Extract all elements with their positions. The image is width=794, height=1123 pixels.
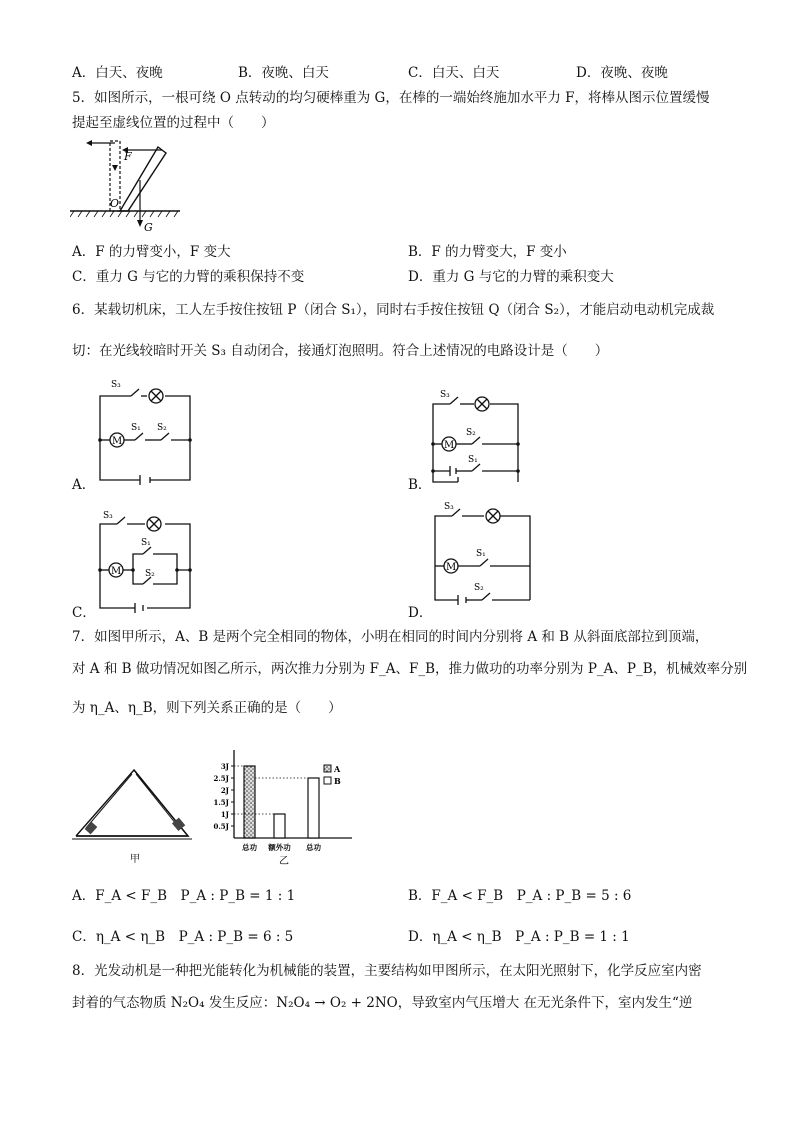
switch-s3-label: S₃: [444, 502, 454, 512]
y-tick-label: 2.5J: [213, 774, 229, 783]
motor-label: M: [446, 562, 457, 573]
q5-option-b: B．F 的力臂变大，F 变小: [408, 244, 567, 260]
switch-s3-label: S₃: [440, 390, 450, 400]
q8-stem-line2: 封着的气态物质 N₂O₄ 发生反应：N₂O₄ → O₂ + 2NO，导致室内气压增大 在无光条件下，室内发生“逆: [72, 995, 693, 1011]
switch-s1-label: S₁: [468, 455, 478, 465]
y-tick-label: 1J: [220, 810, 229, 819]
switch-s1-label: S₁: [131, 423, 141, 433]
q5-lever-figure: [70, 135, 180, 235]
q5-pivot-label: O: [110, 197, 120, 210]
motor-label: M: [111, 566, 122, 577]
y-tick-label: 1.5J: [213, 798, 229, 807]
legend-swatch-B: [324, 777, 331, 784]
bar-B: [274, 814, 285, 838]
bar-A: [244, 766, 255, 838]
y-tick-label: 3J: [220, 762, 229, 771]
q6-option-c: C．: [72, 605, 96, 621]
q7-option-b: B．F_A < F_B P_A : P_B = 5 : 6: [408, 888, 632, 904]
q4-option-b: B．夜晚、白天: [238, 65, 329, 81]
q6-stem-line1: 6．某载切机床，工人左手按住按钮 P（闭合 S₁），同时右手按住按钮 Q（闭合 S₂），才能启动电动机完成裁: [72, 302, 715, 318]
q6-circuit-c: [95, 508, 200, 618]
q7-stem-line2: 对 A 和 B 做功情况如图乙所示，两次推力分别为 F_A、F_B，推力做功的功率分别为 P_A、P_B，机械效率分别: [72, 661, 748, 677]
q5-force-label: F: [124, 150, 132, 163]
q5-option-d: D．重力 G 与它的力臂的乘积变大: [408, 269, 614, 285]
q5-weight-label: G: [144, 221, 153, 234]
q6-circuit-b: [428, 386, 523, 486]
q5-option-c: C．重力 G 与它的力臂的乘积保持不变: [72, 269, 305, 285]
q7-work-bar-chart: [198, 742, 368, 867]
legend-label: B: [334, 776, 341, 786]
y-tick-label: 0.5J: [213, 822, 229, 831]
q8-stem-line1: 8．光发动机是一种把光能转化为机械能的装置，主要结构如甲图所示，在太阳光照射下，化学反应室内密: [72, 963, 702, 979]
motor-label: M: [444, 440, 455, 451]
switch-s2-label: S₂: [474, 583, 484, 593]
switch-s1-label: S₁: [476, 549, 486, 559]
switch-s3-label: S₃: [103, 511, 113, 521]
q5-option-a: A．F 的力臂变小，F 变大: [72, 244, 231, 260]
switch-s2-label: S₂: [145, 569, 155, 579]
legend-label: A: [334, 764, 341, 774]
q7-incline-figure: [72, 748, 197, 868]
y-tick-label: 2J: [220, 786, 229, 795]
q6-option-d: D．: [408, 605, 433, 621]
q4-option-c: C．白天、白天: [408, 65, 500, 81]
q6-option-b: B．: [408, 477, 432, 493]
q7-option-a: A．F_A < F_B P_A : P_B = 1 : 1: [72, 888, 296, 904]
x-tick-label: 总功: [242, 843, 257, 852]
switch-s2-label: S₂: [466, 428, 476, 438]
switch-s2-label: S₂: [157, 423, 167, 433]
q7-option-d: D．η_A < η_B P_A : P_B = 1 : 1: [408, 929, 630, 945]
motor-label: M: [112, 436, 123, 447]
q5-stem-line1: 5．如图所示，一根可绕 O 点转动的均匀硬棒重为 G，在棒的一端始终施加水平力 F，将棒从图示位置缓慢: [72, 90, 710, 106]
q4-option-a: A．白天、夜晚: [72, 65, 163, 81]
bar-B: [308, 778, 319, 838]
q6-circuit-d: [430, 500, 535, 612]
q7-stem-line3: 为 η_A、η_B，则下列关系正确的是（ ）: [72, 700, 342, 716]
x-tick-label: 总功: [306, 843, 321, 852]
q5-stem-line2: 提起至虚线位置的过程中（ ）: [72, 115, 275, 131]
legend-swatch-A: [324, 765, 331, 772]
switch-s1-label: S₁: [141, 538, 151, 548]
fig-a-caption: 甲: [130, 854, 140, 865]
fig-b-caption: 乙: [279, 856, 289, 867]
q7-option-c: C．η_A < η_B P_A : P_B = 6 : 5: [72, 929, 294, 945]
x-tick-label: 额外功: [268, 843, 291, 852]
q6-option-a: A．: [72, 477, 96, 493]
q4-option-d: D．夜晚、夜晚: [576, 65, 668, 81]
q7-stem-line1: 7．如图甲所示，A、B 是两个完全相同的物体，小明在相同的时间内分别将 A 和 B 从斜面底部拉到顶端，: [72, 629, 709, 645]
q6-stem-line2: 切：在光线较暗时开关 S₃ 自动闭合，接通灯泡照明。符合上述情况的电路设计是（ ）: [72, 343, 609, 359]
q6-circuit-a: [95, 376, 200, 486]
switch-s3-label: S₃: [111, 380, 121, 390]
